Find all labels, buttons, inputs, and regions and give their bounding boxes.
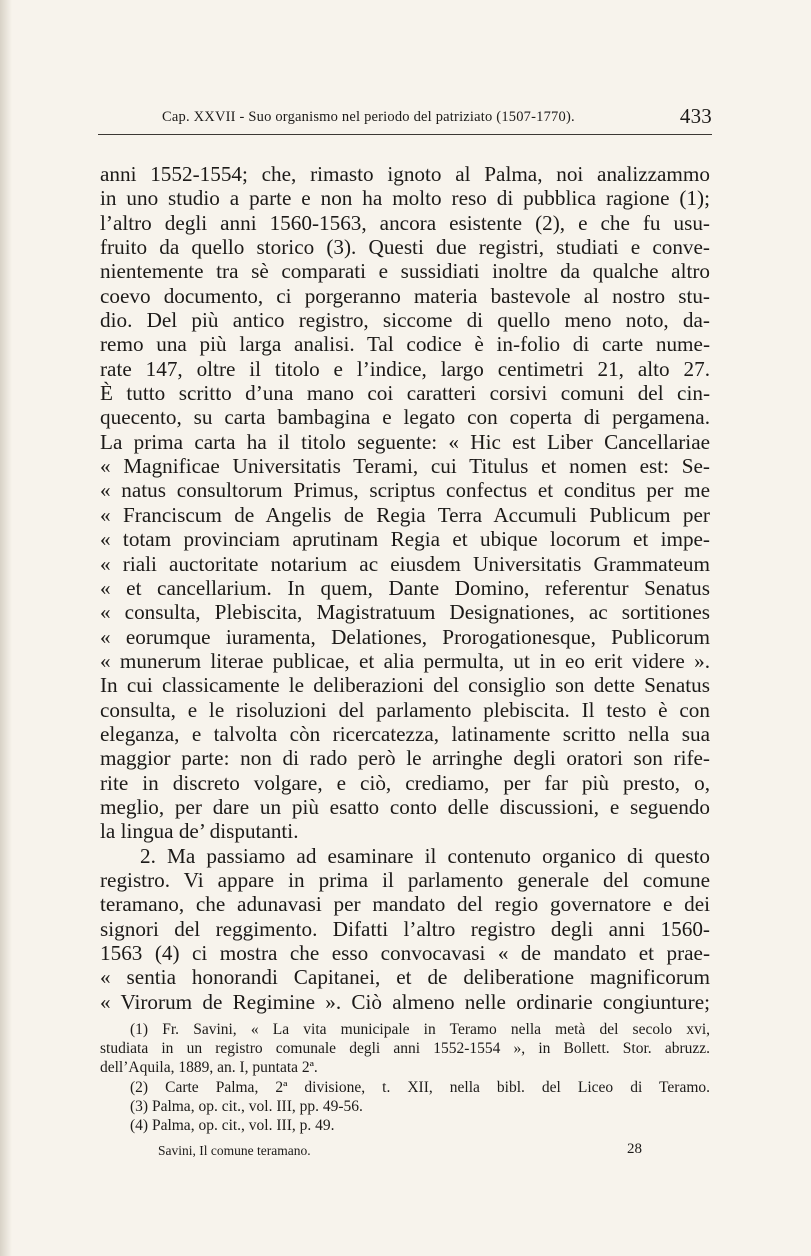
text-line: coevo documento, ci porgeranno materia bastevole al nostro stu- — [100, 283, 710, 308]
text-line: « consulta, Plebiscita, Magistratuum Designationes, ac sortitiones — [100, 600, 710, 625]
footnote-4: (4) Palma, op. cit., vol. III, p. 49. — [130, 1117, 335, 1135]
footnote-1: (1) Fr. Savini, « La vita municipale in Teramo nella metà del secolo xvi, — [130, 1021, 710, 1038]
text-line: maggior parte: non di rado però le arringhe degli oratori son rife- — [100, 746, 710, 771]
text-line: « sentia honorandi Capitanei, et de deliberatione magnificorum — [100, 965, 710, 990]
page-number: 433 — [679, 104, 712, 128]
text-line: signori del reggimento. Difatti l’altro registro degli anni 1560- — [100, 916, 710, 941]
text-line: È tutto scritto d’una mano coi caratteri corsivi comuni del cin- — [100, 381, 710, 406]
text-line: fruito da quello storico (3). Questi due registri, studiati e conve- — [100, 235, 710, 260]
text-line: « et cancellarium. In quem, Dante Domino, referentur Senatus — [100, 575, 710, 600]
footnote-2: (2) Carte Palma, 2ª divisione, t. XII, nella bibl. del Liceo di Teramo. — [130, 1078, 710, 1096]
text-line: La prima carta ha il titolo seguente: « Hic est Liber Cancellariae — [100, 429, 710, 454]
text-line: nientemente tra sè comparati e sussidiati inoltre da qualche altro — [100, 259, 710, 284]
text-line: remo una più larga analisi. Tal codice è in-folio di carte nume- — [100, 332, 710, 357]
paragraph-end-line: la lingua de’ disputanti. — [100, 819, 299, 844]
text-line: « natus consultorum Primus, scriptus confectus et conditus per me — [100, 478, 710, 503]
text-line: consulta, e le risoluzioni del parlamento plebiscita. Il testo è con — [100, 697, 710, 722]
text-line: registro. Vi appare in prima il parlamento generale del comune — [100, 867, 710, 892]
header-rule — [98, 134, 712, 135]
text-line: « Magnificae Universitatis Terami, cui Titulus et nomen est: Se- — [100, 454, 710, 479]
text-line: in uno studio a parte e non ha molto reso di pubblica ragione (1); — [100, 186, 710, 211]
footnote-3: (3) Palma, op. cit., vol. III, pp. 49-56. — [130, 1097, 363, 1115]
text-line: « riali auctoritate notarium ac eiusdem Universitatis Grammateum — [100, 551, 710, 576]
text-line: rate 147, oltre il titolo e l’indice, largo centimetri 21, alto 27. — [100, 356, 710, 381]
text-line: « Franciscum de Angelis de Regia Terra Accumuli Publicum per — [100, 502, 710, 527]
signature-sheet-number: 28 — [627, 1141, 642, 1157]
text-line: 1563 (4) ci mostra che esso convocavasi « de mandato et prae- — [100, 941, 710, 965]
text-line: eleganza, e talvolta còn ricercatezza, latinamente scritto nella sua — [100, 721, 710, 746]
footnote-1-cont: studiata in un registro comunale degli anni 1552-1554 », in Bollett. Stor. abruzz. — [100, 1040, 710, 1058]
text-line: « eorumque iuramenta, Delationes, Prorogationesque, Publicorum — [100, 624, 710, 649]
text-line: « munerum literae publicae, et alia permulta, ut in eo erit videre ». — [100, 648, 710, 673]
main-text — [100, 162, 710, 1014]
text-line: quecento, su carta bambagina e legato con coperta di pergamena. — [100, 405, 710, 430]
text-line: In cui classicamente le deliberazioni del consiglio son dette Senatus — [100, 673, 710, 698]
page-edge-shadow — [0, 0, 12, 1256]
running-head-title: Cap. XXVII - Suo organismo nel periodo del patriziato (1507-1770). — [162, 109, 575, 125]
text-line: rite in discreto volgare, e ciò, crediamo, per far più presto, o, — [100, 770, 710, 795]
text-line: meglio, per dare un più esatto conto delle discussioni, e seguendo — [100, 794, 710, 819]
section-2-start-line: 2. Ma passiamo ad esaminare il contenuto organico di questo — [140, 843, 710, 868]
text-line: l’altro degli anni 1560-1563, ancora esistente (2), e che fu usu- — [100, 210, 710, 235]
footnote-1-end: dell’Aquila, 1889, an. I, puntata 2ª. — [100, 1059, 318, 1077]
footnotes — [100, 1020, 710, 1135]
text-line: dio. Del più antico registro, siccome di quello meno noto, da- — [100, 308, 710, 333]
text-line: « totam provinciam aprutinam Regia et ubique locorum et impe- — [100, 527, 710, 552]
signature-title: Savini, Il comune teramano. — [158, 1143, 311, 1158]
text-line: teramano, che adunavasi per mandato del regio governatore e dei — [100, 892, 710, 917]
text-line: « Virorum de Regimine ». Ciò almeno nelle ordinarie congiunture; — [100, 989, 710, 1014]
text-line: anni 1552-1554; che, rimasto ignoto al Palma, noi analizzammo — [100, 162, 710, 186]
